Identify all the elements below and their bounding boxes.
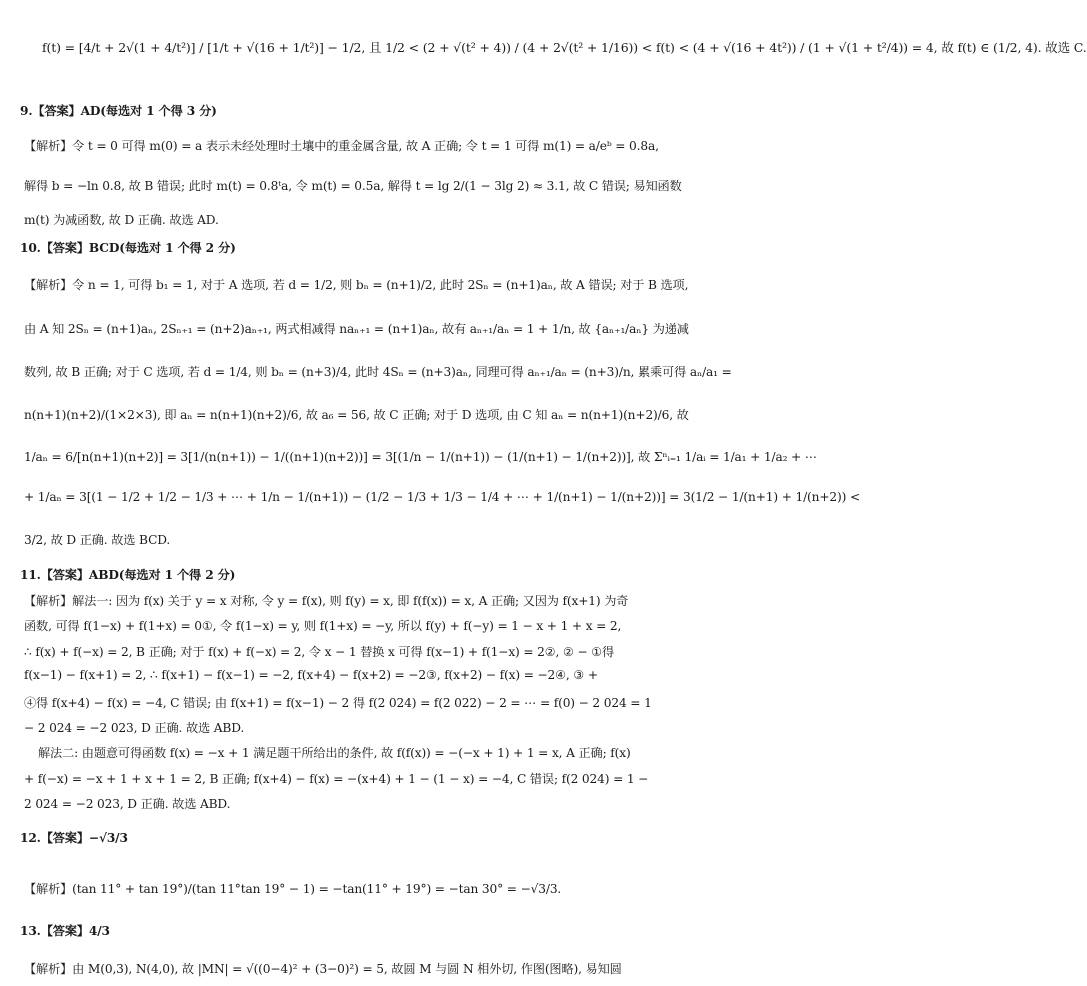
q11-solution-line: + f(−x) = −x + 1 + x + 1 = 2, B 正确; f(x+4) − f(x) = −(x+4) + 1 − (1 − x) = −4, C 错误; f(2 024) = 1 − [24,772,649,786]
q10-solution-line: 3/2, 故 D 正确. 故选 BCD. [24,533,171,547]
q11-solution-line: ∴ f(x) + f(−x) = 2, B 正确; 对于 f(x) + f(−x) = 2, 令 x − 1 替换 x 可得 f(x−1) + f(1−x) = 2②, ② − ①得 [24,645,615,659]
q10-solution-line: 1/aₙ = 6/[n(n+1)(n+2)] = 3[1/(n(n+1)) − 1/((n+1)(n+2))] = 3[(1/n − 1/(n+1)) − (1/(n+1) − 1/(n+2))], 故 Σⁿᵢ₌₁ 1/aᵢ = 1/a₁ + 1/a₂ + ⋯ [24,450,817,464]
q13-answer-heading: 13.【答案】4/3 [20,924,110,938]
q9-solution-line: 解得 b = −ln 0.8, 故 B 错误; 此时 m(t) = 0.8ᵗa, 令 m(t) = 0.5a, 解得 t = lg 2/(1 − 3lg 2) ≈ 3.1, 故 C 错误; 易知函数 [24,179,682,193]
q9-answer-heading: 9.【答案】AD(每选对 1 个得 3 分) [20,104,217,118]
q9-solution-line: 【解析】令 t = 0 可得 m(0) = a 表示未经处理时土壤中的重金属含量, 故 A 正确; 令 t = 1 可得 m(1) = a/eᵇ = 0.8a, [24,139,659,153]
q11-solution-line: ④得 f(x+4) − f(x) = −4, C 错误; 由 f(x+1) = f(x−1) − 2 得 f(2 024) = f(2 022) − 2 = ⋯ = f(0) − 2 024 = 1 [24,696,652,710]
q13-solution-line: 【解析】由 M(0,3), N(4,0), 故 |MN| = √((0−4)² + (3−0)²) = 5, 故圆 M 与圆 N 相外切, 作图(图略), 易知圆 [24,962,622,976]
q10-solution-line: 【解析】令 n = 1, 可得 b₁ = 1, 对于 A 选项, 若 d = 1/2, 则 bₙ = (n+1)/2, 此时 2Sₙ = (n+1)aₙ, 故 A 错误; 对于 B 选项, [24,278,689,292]
q8-conclusion-line: f(t) = [4/t + 2√(1 + 4/t²)] / [1/t + √(16 + 1/t²)] − 1/2, 且 1/2 < (2 + √(t² + 4)) / (4 + 2√(t² + 1/16)) < f(t) < (4 + √(16 + 4t²)) / (1 + √(1 + t²/4)) = 4, 故 f(t) ∈ (1/2, 4). 故选 C. [42,40,1087,55]
q10-solution-line: 由 A 知 2Sₙ = (n+1)aₙ, 2Sₙ₊₁ = (n+2)aₙ₊₁, 两式相减得 naₙ₊₁ = (n+1)aₙ, 故有 aₙ₊₁/aₙ = 1 + 1/n, 故 {aₙ₊₁/aₙ} 为递减 [24,322,689,336]
q11-answer-heading: 11.【答案】ABD(每选对 1 个得 2 分) [20,568,236,582]
q12-answer-heading: 12.【答案】−√3/3 [20,831,128,845]
q10-answer-heading: 10.【答案】BCD(每选对 1 个得 2 分) [20,241,236,255]
q11-solution-line: − 2 024 = −2 023, D 正确. 故选 ABD. [24,721,245,735]
q11-solution-line: 解法二: 由题意可得函数 f(x) = −x + 1 满足题干所给出的条件, 故 f(f(x)) = −(−x + 1) + 1 = x, A 正确; f(x) [38,746,631,760]
q10-solution-line: + 1/aₙ = 3[(1 − 1/2 + 1/2 − 1/3 + ⋯ + 1/n − 1/(n+1)) − (1/2 − 1/3 + 1/3 − 1/4 + ⋯ + 1/(n+1) − 1/(n+2))] = 3(1/2 − 1/(n+1) + 1/(n+2)) < [24,490,861,504]
q10-solution-line: 数列, 故 B 正确; 对于 C 选项, 若 d = 1/4, 则 bₙ = (n+3)/4, 此时 4Sₙ = (n+3)aₙ, 同理可得 aₙ₊₁/aₙ = (n+3)/n, 累乘可得 aₙ/a₁ = [24,365,732,379]
q10-solution-line: n(n+1)(n+2)/(1×2×3), 即 aₙ = n(n+1)(n+2)/6, 故 a₆ = 56, 故 C 正确; 对于 D 选项, 由 C 知 aₙ = n(n+1)(n+2)/6, 故 [24,408,689,422]
q11-solution-line: f(x−1) − f(x+1) = 2, ∴ f(x+1) − f(x−1) = −2, f(x+4) − f(x+2) = −2③, f(x+2) − f(x) = −2④, ③ + [24,668,598,682]
q11-solution-line: 2 024 = −2 023, D 正确. 故选 ABD. [24,797,231,811]
q11-solution-line: 函数, 可得 f(1−x) + f(1+x) = 0①, 令 f(1−x) = y, 则 f(1+x) = −y, 所以 f(y) + f(−y) = 1 − x + 1 + x = 2, [24,619,622,633]
q9-solution-line: m(t) 为减函数, 故 D 正确. 故选 AD. [24,213,219,227]
q12-solution-line: 【解析】(tan 11° + tan 19°)/(tan 11°tan 19° − 1) = −tan(11° + 19°) = −tan 30° = −√3/3. [24,882,562,896]
q11-solution-line: 【解析】解法一: 因为 f(x) 关于 y = x 对称, 令 y = f(x), 则 f(y) = x, 即 f(f(x)) = x, A 正确; 又因为 f(x+1) 为奇 [24,594,629,608]
